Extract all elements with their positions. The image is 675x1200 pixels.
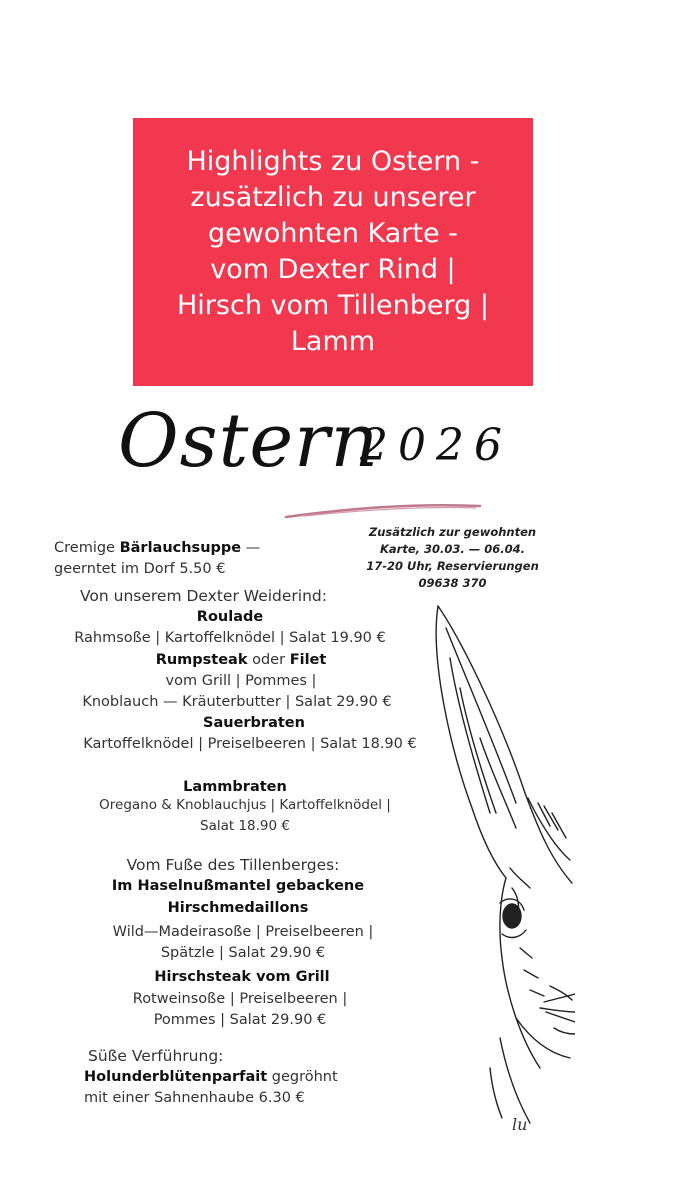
note-line: Zusätzlich zur gewohnten	[368, 525, 537, 539]
rumpsteak-title: Rumpsteak	[155, 652, 248, 668]
info-note	[350, 524, 555, 592]
roulade-desc: Rahmsoße | Kartoffelknödel | Salat 19.90 €	[74, 630, 386, 646]
lamm-desc-2: Salat 18.90 €	[200, 818, 290, 834]
rumpsteak-desc-1: vom Grill | Pommes |	[165, 673, 317, 689]
tillenberg-heading: Vom Fuße des Tillenberges:	[126, 856, 340, 874]
soup-line-2: geerntet im Dorf 5.50 €	[54, 561, 226, 577]
banner-line: zusätzlich zu unserer	[190, 182, 476, 213]
hirschsteak-desc-1: Rotweinsoße | Preiselbeeren |	[132, 991, 348, 1007]
soup-name: Bärlauchsuppe	[119, 540, 242, 556]
note-line: 17-20 Uhr, Reservierungen	[366, 559, 539, 573]
hirschmed-name-2	[0, 898, 476, 919]
hirschmed-desc-2: Spätzle | Salat 29.90 €	[160, 945, 326, 961]
dessert-name: Holunderblütenparfait	[84, 1069, 268, 1085]
soup-line-1	[54, 538, 260, 559]
dessert-post: gegröhnt	[267, 1069, 338, 1085]
filet-title: Filet	[289, 652, 327, 668]
roulade-title: Roulade	[196, 609, 264, 625]
banner-line: Highlights zu Ostern -	[186, 146, 480, 177]
banner-line: vom Dexter Rind |	[210, 254, 456, 285]
title-ostern: Ostern	[118, 398, 380, 484]
dessert-line-2: mit einer Sahnenhaube 6.30 €	[84, 1090, 305, 1106]
sauerbraten-title: Sauerbraten	[203, 715, 305, 731]
hirschmed-desc-1: Wild—Madeirasoße | Preiselbeeren |	[112, 924, 374, 940]
roulade-name	[0, 607, 460, 628]
dessert-heading: Süße Verführung:	[88, 1047, 224, 1065]
highlights-banner	[133, 118, 533, 386]
hirschsteak-desc-2: Pommes | Salat 29.90 €	[153, 1012, 327, 1028]
hare-sketch-icon	[420, 598, 575, 1138]
rumpsteak-name	[0, 650, 482, 671]
banner-line: gewohnten Karte -	[208, 218, 458, 249]
hirschsteak-title: Hirschsteak vom Grill	[154, 969, 330, 985]
hirschsteak-name	[0, 967, 484, 988]
signature: lu	[512, 1115, 528, 1134]
rumpsteak-mid: oder	[247, 652, 290, 668]
dessert-line-1	[84, 1067, 338, 1088]
banner-text	[163, 144, 503, 360]
rumpsteak-desc-2: Knoblauch — Kräuterbutter | Salat 29.90 €	[82, 694, 392, 710]
hirschmed-title-2: Hirschmedaillons	[167, 900, 309, 916]
hirschmed-name-1	[0, 876, 476, 897]
soup-post: —	[241, 540, 261, 556]
lamm-title: Lammbraten	[183, 779, 287, 795]
note-phone: 09638 370	[418, 576, 487, 590]
note-line: Karte, 30.03. — 06.04.	[379, 542, 525, 556]
banner-line: Hirsch vom Tillenberg |	[177, 290, 489, 321]
decorative-underline	[284, 497, 484, 521]
hirschmed-title-1: Im Haselnußmantel gebackene	[111, 878, 365, 894]
dexter-heading: Von unserem Dexter Weiderind:	[80, 587, 327, 605]
soup-pre: Cremige	[54, 540, 120, 556]
banner-line: Lamm	[290, 326, 376, 357]
sauerbraten-desc: Kartoffelknödel | Preiselbeeren | Salat 18.90 €	[83, 736, 417, 752]
lamm-desc-1: Oregano & Knoblauchjus | Kartoffelknödel |	[99, 797, 391, 813]
title-year: 2026	[360, 420, 512, 471]
